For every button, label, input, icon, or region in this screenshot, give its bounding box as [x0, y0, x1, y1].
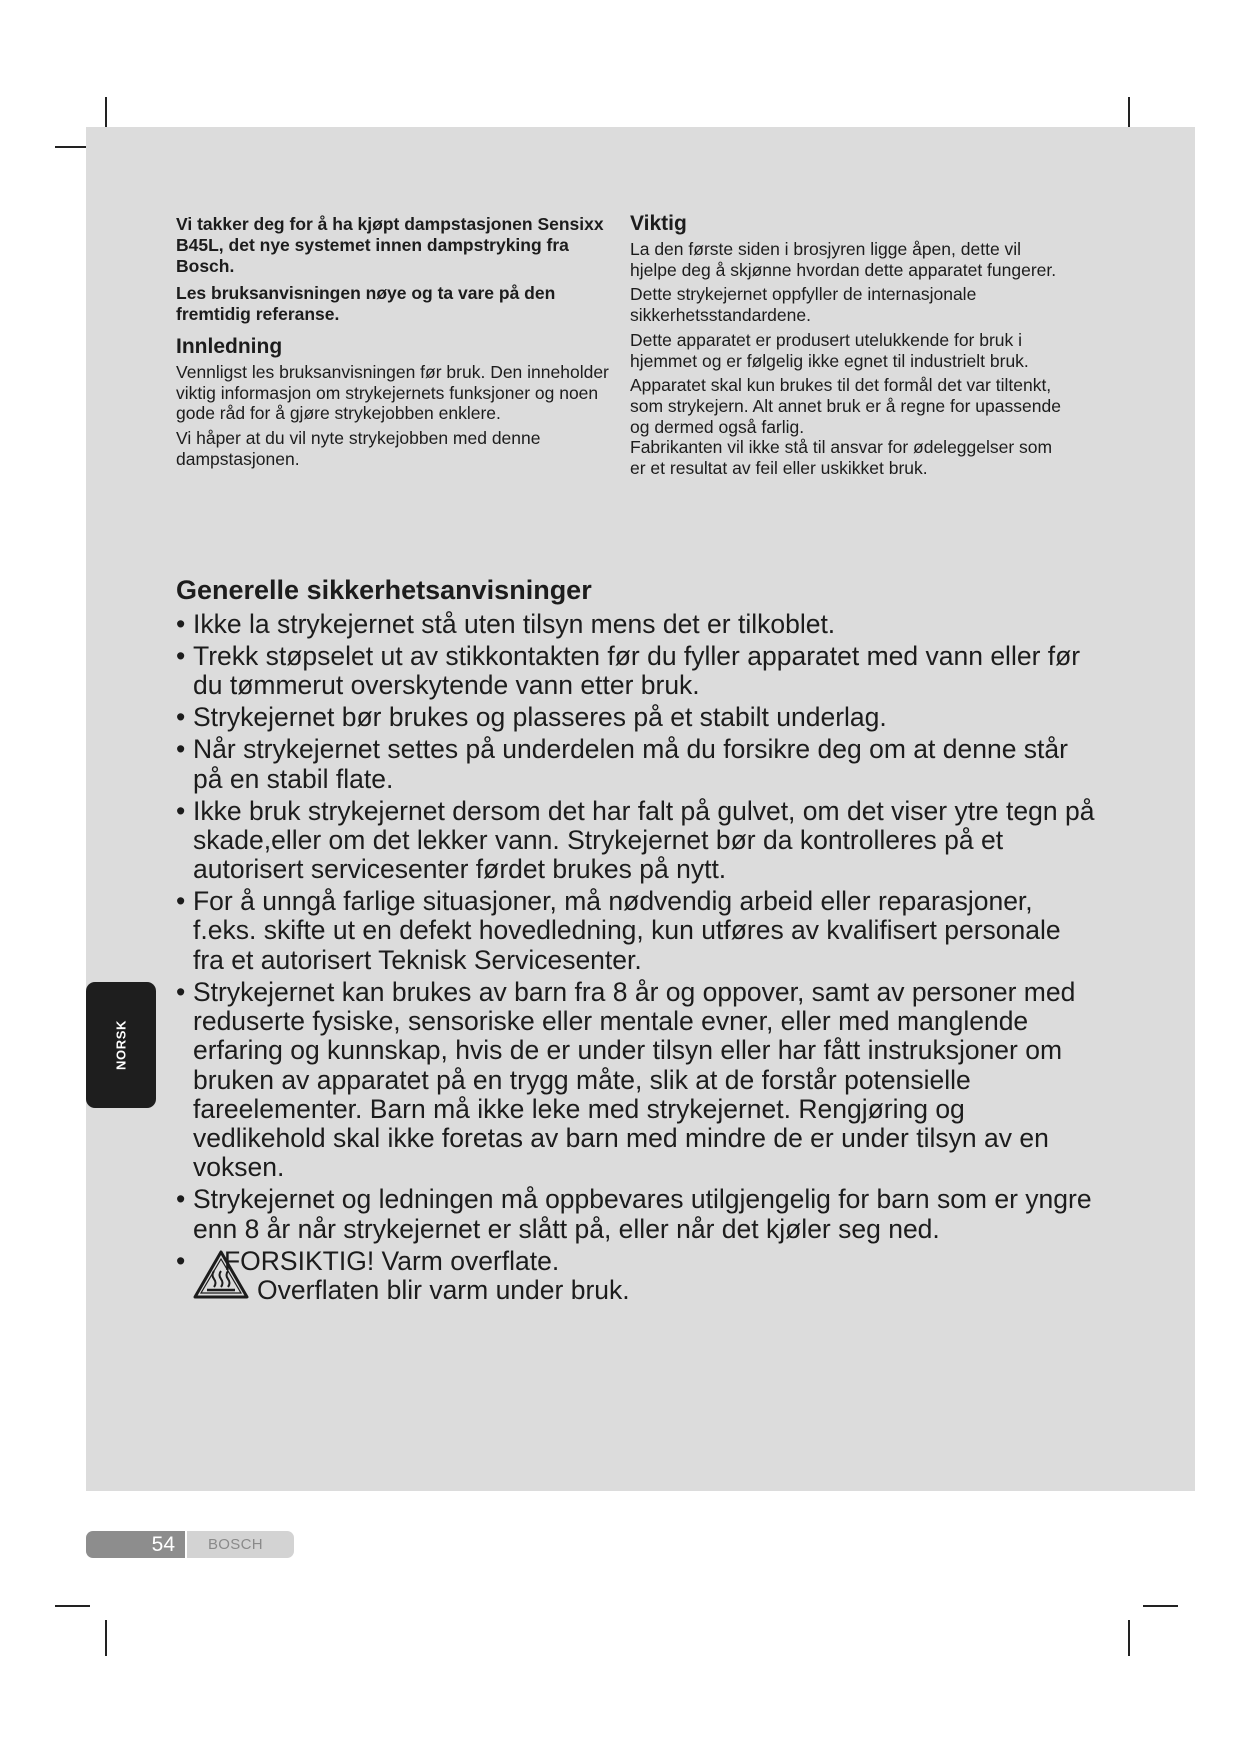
important-paragraph: Apparatet skal kun brukes til det formål det var tiltenkt, som strykejern. Alt annet bruk er å regne for upassende og dermed også farlig. — [630, 375, 1061, 437]
bullet: • — [176, 1245, 186, 1276]
safety-item — [176, 610, 1096, 639]
bullet: • — [176, 609, 186, 639]
safety-item — [176, 978, 1096, 1183]
safety-item-text: Strykejernet og ledningen må oppbevares utilgjengelig for barn som er yngre enn 8 år når strykejernet er slått på, eller når det kjøler seg ned. — [193, 1184, 1092, 1244]
intro-heading: Innledning — [176, 335, 283, 358]
safety-item-text: Trekk støpselet ut av stikkontakten før du fyller apparatet med vann eller før du tømmerut overskytende vann etter bruk. — [193, 640, 1081, 701]
warning-title: FORSIKTIG! Varm overflate. — [224, 1245, 560, 1276]
bullet: • — [176, 795, 186, 826]
important-paragraph: Fabrikanten vil ikke stå til ansvar for ødeleggelser som er et resultat av feil eller uskikket bruk. — [630, 437, 1053, 479]
brand-label: BOSCH — [187, 1531, 294, 1558]
bullet: • — [176, 1184, 186, 1215]
intro-lead: Vi takker deg for å ha kjøpt dampstasjonen Sensixx B45L, det nye systemet innen dampstryking fra Bosch. — [176, 214, 604, 276]
safety-list — [176, 610, 1096, 1309]
important-column — [630, 212, 1070, 483]
important-heading: Viktig — [630, 212, 687, 235]
safety-heading: Generelle sikkerhetsanvisninger — [176, 575, 592, 605]
crop-mark — [1143, 1605, 1178, 1607]
crop-mark — [55, 146, 90, 148]
intro-lead-reference: Les bruksanvisningen nøye og ta vare på den fremtidig referanse. — [176, 283, 556, 324]
bullet: • — [176, 734, 186, 765]
important-paragraph: Dette strykejernet oppfyller de internasjonale sikkerhetsstandardene. — [630, 284, 977, 326]
safety-item — [176, 735, 1096, 794]
bullet: • — [176, 976, 186, 1007]
intro-paragraph: Vi håper at du vil nyte strykejobben med denne dampstasjonen. — [176, 428, 541, 469]
safety-item — [176, 1185, 1096, 1244]
safety-item — [176, 703, 1096, 732]
important-paragraph: La den første siden i brosjyren ligge åpen, dette vil hjelpe deg å skjønne hvordan dette apparatet fungerer. — [630, 239, 1057, 280]
crop-mark — [1128, 1620, 1130, 1656]
safety-item-text: Ikke la strykejernet stå uten tilsyn mens det er tilkoblet. — [193, 609, 836, 639]
intro-column — [176, 214, 616, 474]
safety-item — [176, 642, 1096, 701]
language-tab — [86, 982, 156, 1108]
bullet: • — [176, 886, 186, 917]
bullet: • — [176, 640, 186, 671]
language-tab-label: NORSK — [113, 1020, 129, 1070]
safety-section — [176, 574, 1096, 1311]
warning-text: Overflaten blir varm under bruk. — [257, 1274, 630, 1305]
page-number: 54 — [86, 1531, 185, 1558]
safety-item-text: Strykejernet bør brukes og plasseres på et stabilt underlag. — [193, 702, 887, 733]
safety-item-text: Ikke bruk strykejernet dersom det har falt på gulvet, om det viser ytre tegn på skade,eller om det lekker vann. Strykejernet bør da kontrolleres på et autorisert servicesenter førdet brukes på nytt. — [193, 795, 1095, 885]
important-paragraph: Dette apparatet er produsert utelukkende for bruk i hjemmet og er følgelig ikke egnet til industrielt bruk. — [630, 329, 1029, 371]
safety-item — [176, 887, 1096, 975]
intro-paragraph: Vennligst les bruksanvisningen før bruk. Den inneholder viktig informasjon om strykejernets funksjoner og noen gode råd for å gjøre strykejobben enklere. — [176, 362, 609, 424]
safety-item-text: Strykejernet kan brukes av barn fra 8 år og oppover, samt av personer med reduserte fysiske, sensoriske eller mentale evner, eller med manglende erfaring og kunnskap, hvis de er under tilsyn eller har fått instruksjoner om bruken av apparatet på en trygg måte, slik at de forstår potensielle fareelementer. Barn må ikke leke med strykejernet. Rengjøring og vedlikehold skal ikke foretas av barn med mindre de er under tilsyn av en voksen. — [193, 976, 1076, 1183]
bullet: • — [176, 702, 186, 733]
crop-mark — [55, 1605, 90, 1607]
safety-warning-item — [176, 1247, 1096, 1309]
crop-mark — [105, 1620, 107, 1656]
safety-item — [176, 797, 1096, 885]
safety-item-text: Når strykejernet settes på underdelen må du forsikre deg om at denne står på en stabil flate. — [193, 734, 1068, 794]
safety-item-text: For å unngå farlige situasjoner, må nødvendig arbeid eller reparasjoner, f.eks. skifte ut en defekt hovedledning, kun utføres av kvalifisert personale fra et autorisert Teknisk Servicesenter. — [193, 886, 1061, 975]
